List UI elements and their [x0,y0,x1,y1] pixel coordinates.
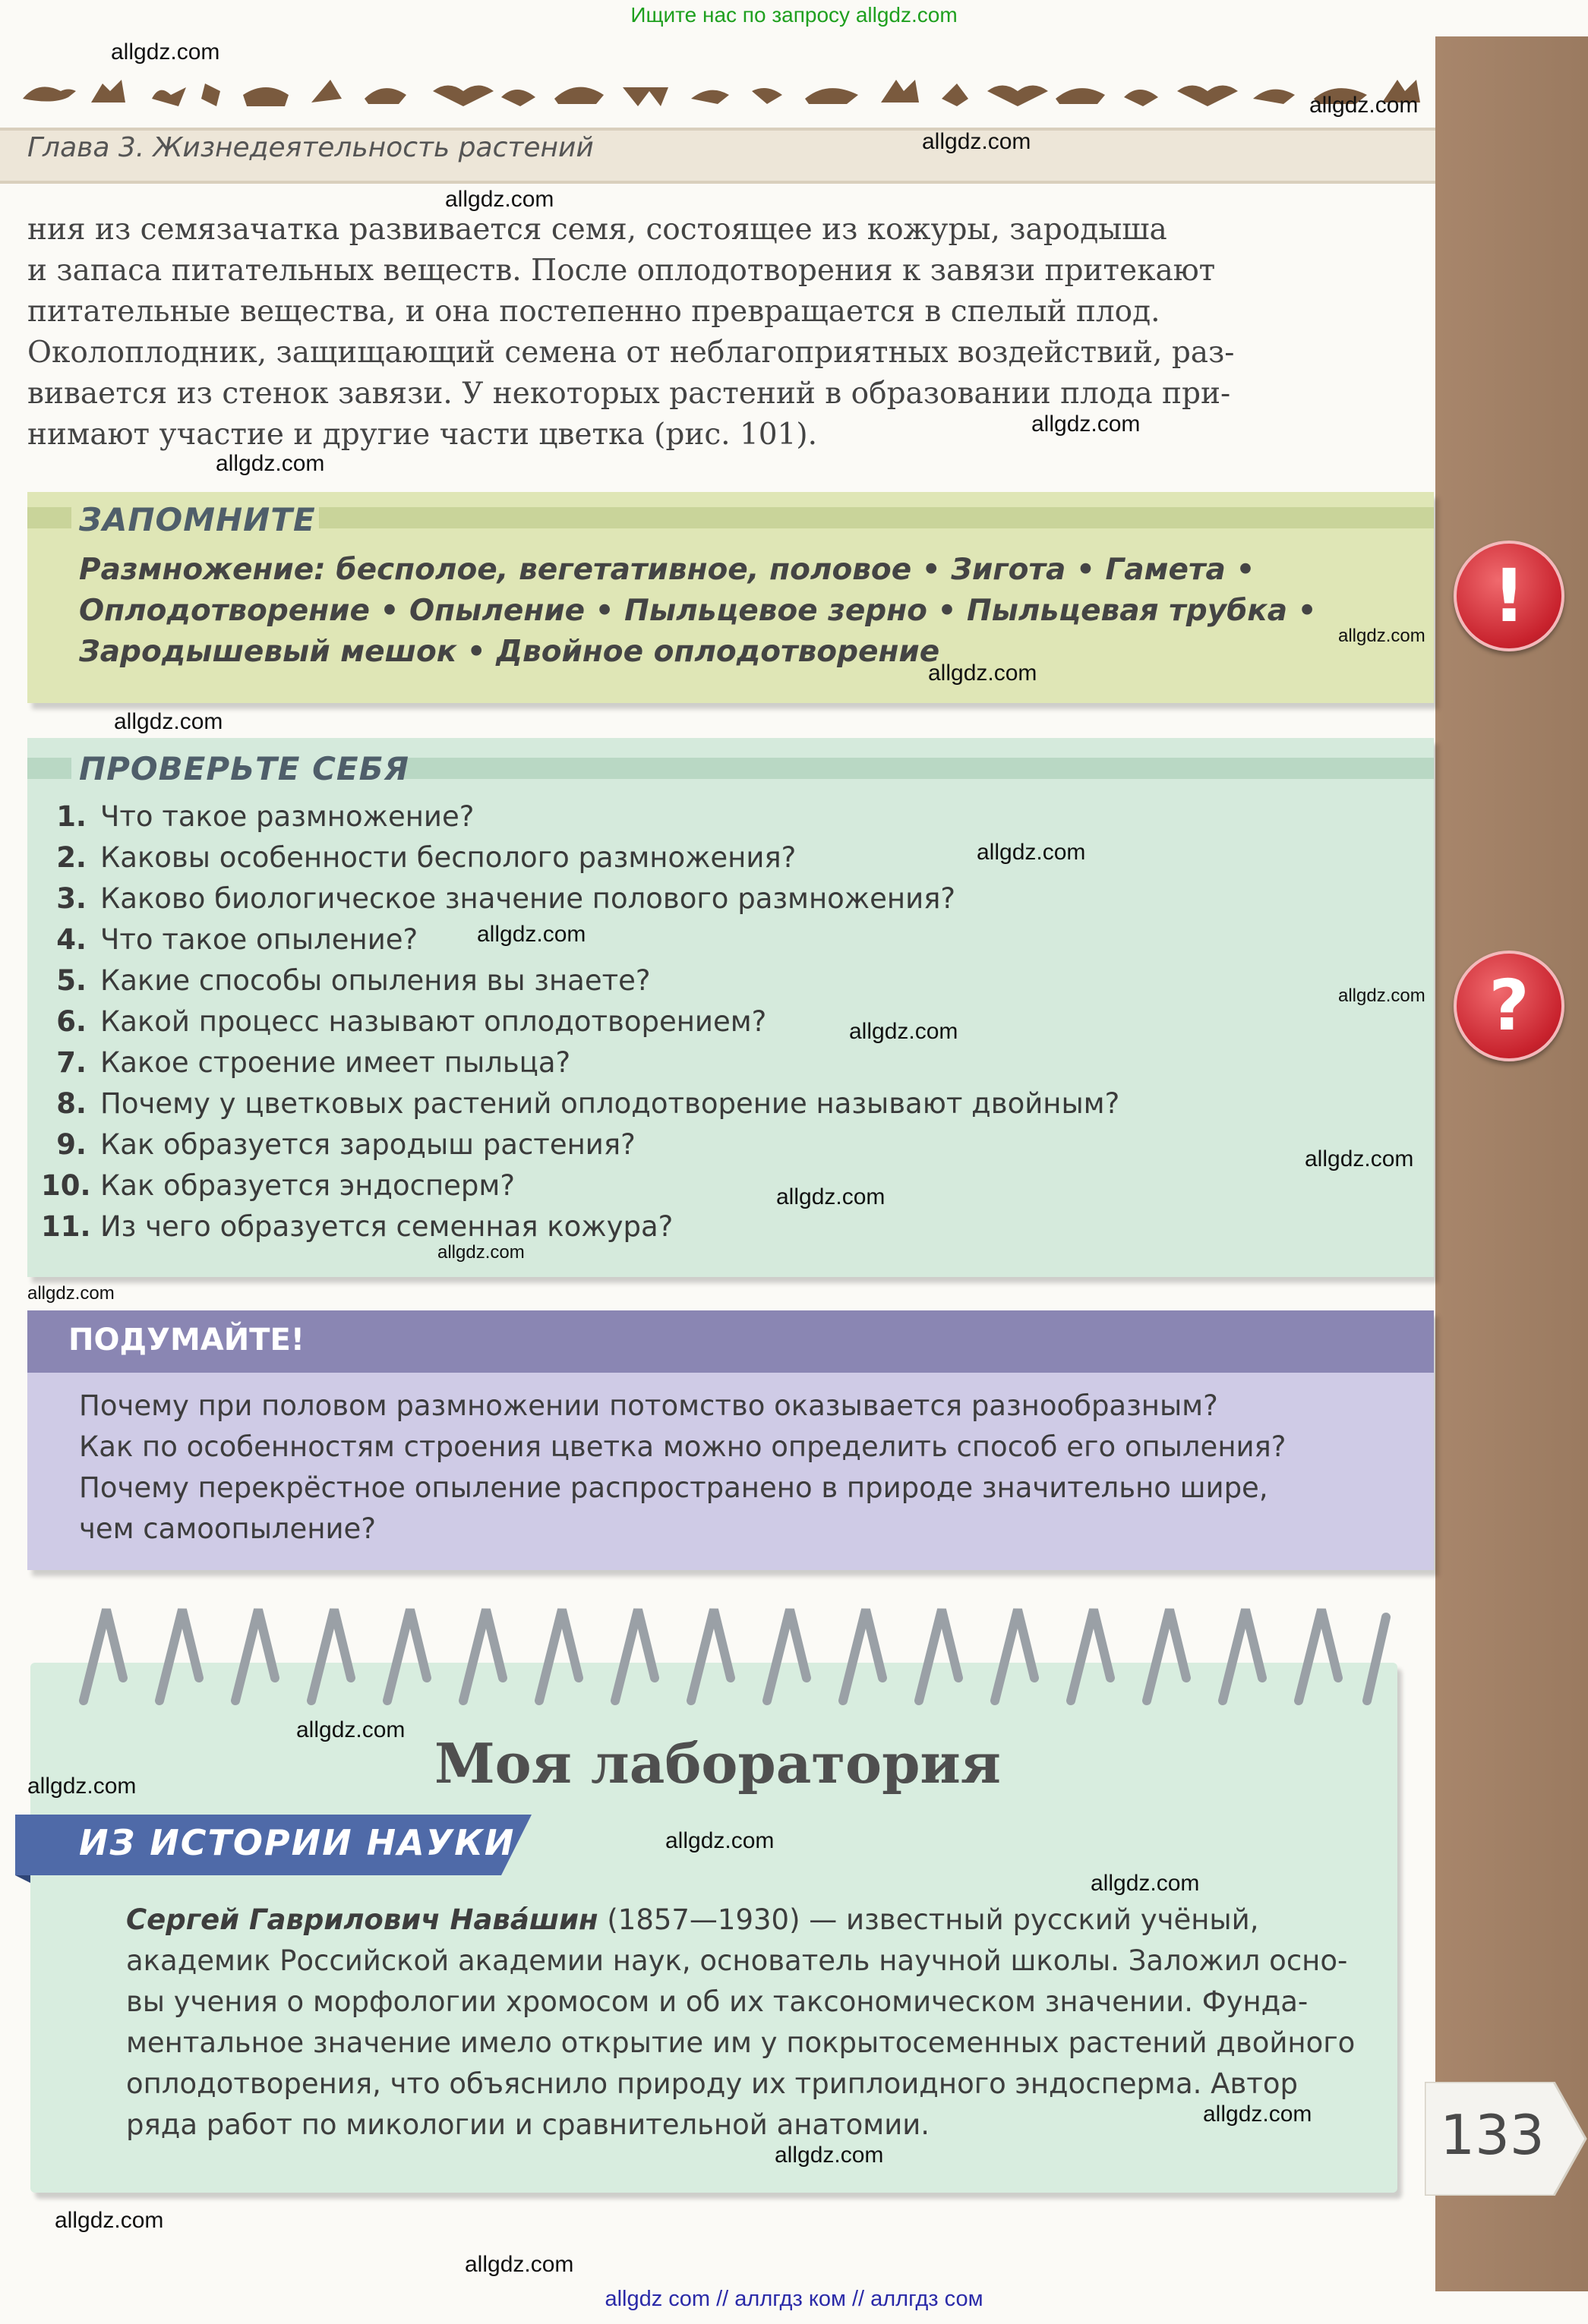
question-item [41,923,418,956]
watermark[interactable]: allgdz.com [665,1828,775,1853]
question-item [41,1169,515,1202]
watermark[interactable]: allgdz.com [928,661,1037,686]
spiral-binding [76,1594,1397,1716]
intro-line: и запаса питательных веществ. После оплодотворения к завязи притекают [27,254,1216,288]
watermark[interactable]: allgdz.com [1031,412,1141,437]
watermark[interactable]: allgdz.com [1338,985,1425,1006]
lab-title: Моя лаборатория [434,1731,1001,1796]
question-item [41,882,955,915]
watermark[interactable]: allgdz.com [437,1242,525,1263]
remember-line: Размножение: бесполое, вегетативное, половое • Зигота • Гамета • [79,553,1255,587]
intro-line: нимают участие и другие части цветка (рис. 101). [27,418,818,452]
question-number: 9. [56,1128,87,1161]
question-text: Что такое опыление? [100,923,418,956]
watermark[interactable]: allgdz.com [776,1184,886,1209]
chapter-title: Глава 3. Жизнедеятельность растений [27,132,594,163]
question-item [41,800,474,833]
think-line: Как по особенностям строения цветка можно определить способ его опыления? [79,1430,1287,1463]
question-number: 5. [56,964,87,997]
question-text: Какие способы опыления вы знаете? [100,964,651,997]
question-item [41,1128,636,1161]
top-banner[interactable]: Ищите нас по запросу allgdz.com [630,3,958,27]
side-tab [1435,36,1588,2291]
watermark[interactable]: allgdz.com [849,1019,958,1044]
watermark[interactable]: allgdz.com [922,129,1031,154]
remember-line: Зародышевый мешок • Двойное оплодотворение [79,635,940,669]
think-line: чем самоопыление? [79,1512,376,1545]
remember-stripe-left [27,507,71,528]
think-line: Почему при половом размножении потомство оказывается разнообразным? [79,1389,1218,1422]
question-number: 11. [41,1210,91,1243]
watermark[interactable]: allgdz.com [1091,1871,1200,1896]
question-item [41,1210,673,1243]
remember-line: Оплодотворение • Опыление • Пыльцевое зерно • Пыльцевая трубка • [79,594,1317,628]
scientist-years: (1857—1930) — известный русский учёный, [598,1903,1259,1936]
watermark[interactable]: allgdz.com [296,1717,406,1742]
watermark[interactable]: allgdz.com [111,39,220,65]
watermark[interactable]: allgdz.com [27,1283,115,1304]
history-label: ИЗ ИСТОРИИ НАУКИ [79,1822,516,1863]
question-number: 8. [56,1087,87,1120]
intro-line: Околоплодник, защищающий семена от неблагоприятных воздействий, раз- [27,336,1235,370]
lab-line: оплодотворения, что объяснило природу их триплоидного эндосперма. Автор [126,2067,1298,2100]
question-text: Из чего образуется семенная кожура? [100,1210,674,1243]
question-text: Что такое размножение? [100,800,475,833]
check-stripe-right [403,758,1434,779]
watermark[interactable]: allgdz.com [445,187,554,212]
animal-silhouette-row [8,68,1428,114]
lab-line: ментальное значение имело открытие им у покрытосеменных растений двойного [126,2026,1356,2059]
question-text: Какой процесс называют оплодотворением? [100,1005,767,1038]
question-number: 10. [41,1169,91,1202]
question-text: Как образуется эндосперм? [100,1169,515,1202]
bottom-banner[interactable]: allgdz com // аллгдз ком // аллгдз сом [605,2287,983,2311]
watermark[interactable]: allgdz.com [1203,2102,1312,2127]
question-item [41,964,651,997]
page-number: 133 [1440,2103,1545,2167]
watermark[interactable]: allgdz.com [216,451,325,476]
lab-line: ряда работ по микологии и сравнительной анатомии. [126,2108,930,2141]
question-item [41,841,796,874]
check-title: ПРОВЕРЬТЕ СЕБЯ [79,750,409,787]
intro-line: вивается из стенок завязи. У некоторых растений в образовании плода при- [27,377,1231,411]
watermark[interactable]: allgdz.com [1338,626,1425,646]
question-text: Как образуется зародыш растения? [100,1128,636,1161]
question-number: 4. [56,923,87,956]
think-title: ПОДУМАЙТЕ! [68,1323,305,1358]
question-text: Какое строение имеет пыльца? [100,1046,571,1079]
check-stripe-left [27,758,71,779]
scientist-name: Сергей Гаврилович Нава́шин [126,1903,598,1936]
think-line: Почему перекрёстное опыление распространено в природе значительно шире, [79,1471,1268,1504]
question-text: Каковы особенности бесполого размножения? [100,841,797,874]
question-number: 2. [56,841,87,874]
question-item [41,1087,1119,1120]
question-icon: ? [1454,951,1564,1061]
question-text: Каково биологическое значение полового размножения? [100,882,956,915]
lab-line: академик Российской академии наук, основатель научной школы. Заложил осно- [126,1944,1348,1977]
question-item [41,1005,766,1038]
question-item [41,1046,570,1079]
watermark[interactable]: allgdz.com [114,709,223,734]
exclamation-icon: ! [1454,541,1564,651]
question-number: 7. [56,1046,87,1079]
watermark[interactable]: allgdz.com [465,2252,574,2277]
question-text: Почему у цветковых растений оплодотворение называют двойным? [100,1087,1120,1120]
remember-stripe-right [319,507,1434,528]
question-number: 1. [56,800,87,833]
watermark[interactable]: allgdz.com [1305,1146,1414,1171]
watermark[interactable]: allgdz.com [55,2208,164,2233]
watermark[interactable]: allgdz.com [977,840,1086,865]
intro-line: питательные вещества, и она постепенно превращается в спелый плод. [27,295,1160,329]
lab-first-line [126,1900,1364,1941]
remember-title: ЗАПОМНИТЕ [79,501,316,538]
watermark[interactable]: allgdz.com [27,1774,137,1799]
intro-line: ния из семязачатка развивается семя, состоящее из кожуры, зародыша [27,213,1167,247]
watermark[interactable]: allgdz.com [477,922,586,947]
watermark[interactable]: allgdz.com [1309,93,1419,118]
lab-line: вы учения о морфологии хромосом и об их таксономическом значении. Фунда- [126,1985,1309,2018]
watermark[interactable]: allgdz.com [775,2143,884,2168]
question-number: 3. [56,882,87,915]
question-number: 6. [56,1005,87,1038]
